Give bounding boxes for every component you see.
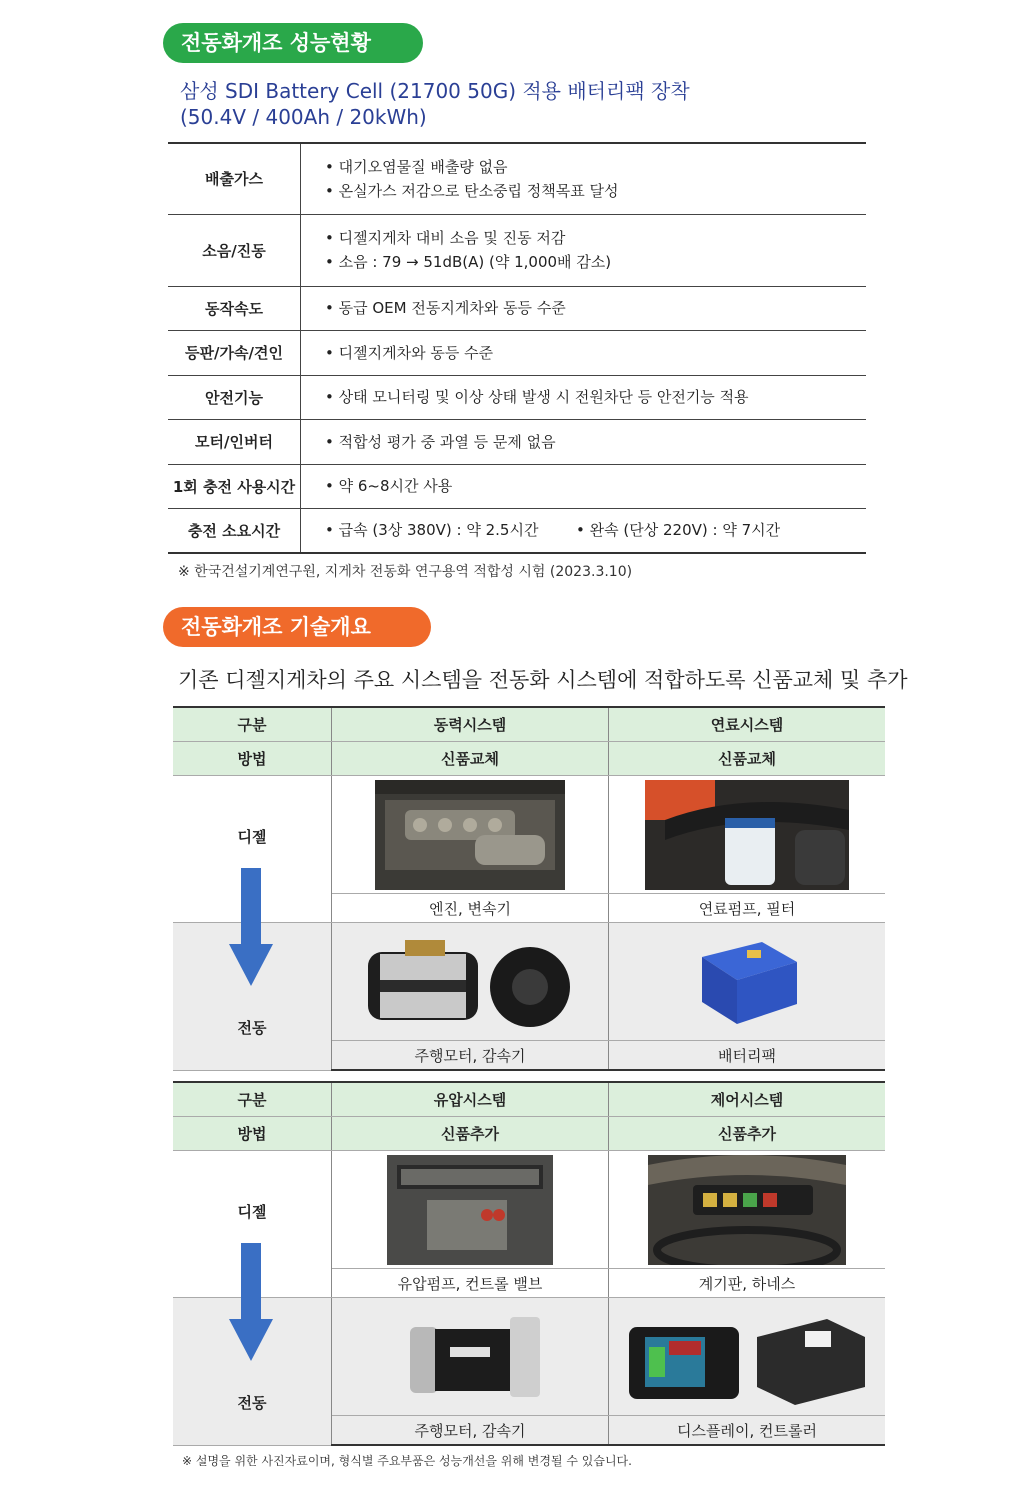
table-row [168, 464, 866, 508]
table-row [173, 742, 885, 776]
row-label: 모터/인버터 [168, 419, 301, 464]
header-label: 구분 [173, 1082, 332, 1117]
row-value: • 디젤지게차와 동등 수준 [301, 330, 867, 375]
table-row [168, 330, 866, 375]
row-item: • 완속 (단상 220V) : 약 7시간 [576, 521, 781, 540]
tech-badge: 전동화개조 기술개요 [163, 607, 431, 647]
row-label: 1회 충전 사용시간 [168, 464, 301, 508]
table-row [168, 214, 866, 286]
method-value: 신품추가 [609, 1117, 886, 1151]
hydraulic-pump-photo [332, 1151, 609, 1269]
motor-image [360, 932, 580, 1032]
engine-photo [332, 776, 609, 894]
table-row [173, 776, 885, 894]
tech-table-2 [173, 1081, 885, 1446]
source-note: ※ 한국건설기계연구원, 지게차 전동화 연구용역 적합성 시험 (2023.3.10) [178, 564, 633, 580]
row-label: 소음/진동 [168, 214, 301, 286]
table-row [173, 1298, 885, 1416]
tech-description: 기존 디젤지게차의 주요 시스템을 전동화 시스템에 적합하도록 신품교체 및 추가 [178, 668, 908, 692]
diesel-label-text: 디젤 [237, 828, 267, 846]
arrow-down-icon [229, 868, 273, 988]
system-name: 동력시스템 [332, 707, 609, 742]
method-label: 방법 [173, 1117, 332, 1151]
arrow-down-icon [229, 1243, 273, 1363]
row-value [301, 143, 867, 214]
display-controller-image [627, 1307, 867, 1407]
table-row [173, 707, 885, 742]
row-item: • 대기오염물질 배출량 없음 [325, 157, 508, 176]
row-label: 등판/가속/견인 [168, 330, 301, 375]
fuel-pump-photo [609, 776, 886, 894]
photo-caption: 연료펌프, 필터 [609, 894, 886, 923]
performance-table [168, 142, 866, 554]
table-row [173, 1151, 885, 1269]
footnote: ※ 설명을 위한 사진자료이며, 형식별 주요부품은 성능개선을 위해 변경될 수 있습니다. [182, 1454, 632, 1468]
motor-photo [332, 923, 609, 1041]
system-name: 유압시스템 [332, 1082, 609, 1117]
subtitle-line-2: (50.4V / 400Ah / 20kWh) [180, 105, 427, 129]
method-value: 신품추가 [332, 1117, 609, 1151]
row-label: 충전 소요시간 [168, 508, 301, 553]
photo-caption: 계기판, 하네스 [609, 1269, 886, 1298]
system-name: 제어시스템 [609, 1082, 886, 1117]
table-row [168, 143, 866, 214]
photo-caption: 배터리팩 [609, 1041, 886, 1071]
photo-caption: 주행모터, 감속기 [332, 1416, 609, 1446]
table-row [168, 419, 866, 464]
display-controller-photo [609, 1298, 886, 1416]
engine-image [375, 780, 565, 890]
table-row [168, 375, 866, 419]
row-value: • 동급 OEM 전동지게차와 동등 수준 [301, 286, 867, 330]
instrument-panel-photo [609, 1151, 886, 1269]
drive-motor-image [390, 1307, 550, 1407]
battery-photo [609, 923, 886, 1041]
row-item: • 디젤지게차 대비 소음 및 진동 저감 [325, 229, 566, 247]
battery-pack-image [692, 932, 802, 1032]
photo-caption: 주행모터, 감속기 [332, 1041, 609, 1071]
row-value [301, 508, 867, 553]
table-row [168, 508, 866, 553]
electric-label-text: 전동 [237, 1018, 267, 1037]
drive-motor-photo [332, 1298, 609, 1416]
diesel-label-text: 디젤 [237, 1203, 267, 1221]
performance-badge: 전동화개조 성능현황 [163, 23, 423, 63]
photo-caption: 엔진, 변속기 [332, 894, 609, 923]
header-label: 구분 [173, 707, 332, 742]
tech-table-1 [173, 706, 885, 1071]
performance-subtitle [180, 78, 690, 130]
subtitle-line-1: 삼성 SDI Battery Cell (21700 50G) 적용 배터리팩 장착 [180, 79, 690, 103]
photo-caption: 유압펌프, 컨트롤 밸브 [332, 1269, 609, 1298]
table-row [173, 1117, 885, 1151]
table-row [168, 286, 866, 330]
electric-label-text: 전동 [237, 1393, 267, 1412]
row-label: 배출가스 [168, 143, 301, 214]
method-label: 방법 [173, 742, 332, 776]
method-value: 신품교체 [609, 742, 886, 776]
hydraulic-pump-image [387, 1155, 553, 1265]
row-value: • 적합성 평가 중 과열 등 문제 없음 [301, 419, 867, 464]
fuel-pump-image [645, 780, 849, 890]
row-item: • 소음 : 79 → 51dB(A) (약 1,000배 감소) [325, 253, 612, 271]
system-name: 연료시스템 [609, 707, 886, 742]
row-label: 안전기능 [168, 375, 301, 419]
method-value: 신품교체 [332, 742, 609, 776]
table-row [173, 923, 885, 1041]
row-value [301, 214, 867, 286]
row-item: • 급속 (3상 380V) : 약 2.5시간 [325, 521, 539, 540]
row-value: • 약 6~8시간 사용 [301, 464, 867, 508]
row-label: 동작속도 [168, 286, 301, 330]
table-row [173, 1082, 885, 1117]
photo-caption: 디스플레이, 컨트롤러 [609, 1416, 886, 1446]
row-value: • 상태 모니터링 및 이상 상태 발생 시 전원차단 등 안전기능 적용 [301, 375, 867, 419]
row-item: • 온실가스 저감으로 탄소중립 정책목표 달성 [325, 181, 619, 200]
instrument-panel-image [648, 1155, 846, 1265]
